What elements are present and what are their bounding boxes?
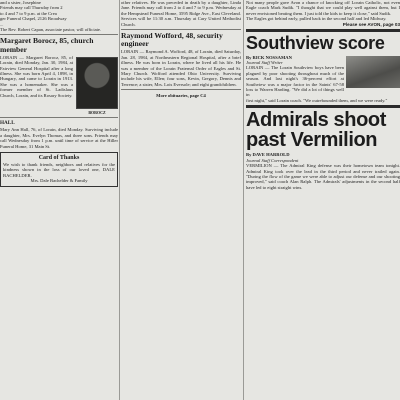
obituary-headline-borocz: Margaret Borocz, 85, church member <box>0 36 94 54</box>
byline-title-southview: Journal Staff Writer <box>246 60 283 66</box>
middle-column <box>121 0 241 400</box>
top-line-1: and a sister, Josephine <box>0 0 41 5</box>
story-admirals: VERMILION — The Admiral King defense was their hometown team tonight. Admiral King took over the lead in the third period and never trailed again. "During the flow of the game we were able to adjust our defense and our shooting improved," said coach Alan Ralph. The Admirals' adjustments in the second half have led to eight straight wins. <box>246 163 400 190</box>
headline-admirals: Admirals shoot past Vermilion <box>246 109 386 152</box>
top-body: other relatives. He was preceded in death by a daughter, Linda Jane. Friends may call from 2 to 4 and 7 to 9 p.m. Wednesday at the Hempstead Funeral Home, 3595 Ridge Ave., East Cleveland. Services will be 11:30 a.m. Thursday at Cary United Methodist Church. <box>121 0 241 27</box>
photo-caption-southview: first night," said Lorain coach. "We outrebounded them, and we were ready." <box>246 97 388 103</box>
column-rule <box>243 0 244 400</box>
obituary-body-borocz: LORAIN — Margaret Borocz, 85, of Lorain, died Monday, Jan. 30, 1984, at Fairview General Hospital after a long illness. She was born April 4, 1898, in Hungary, and came to Lorain in 1913. She was a homemaker. She was a former member of St. Ladislaus Church, Lorain, and its Rosary Society. <box>0 54 73 98</box>
more-obituaries-link[interactable]: More obituaries, page C4 <box>156 93 206 99</box>
card-signature: Mrs. Dale Bachelder & Family <box>30 178 88 184</box>
photo-caption: BOROCZ <box>88 109 106 115</box>
sports-photo <box>346 56 400 88</box>
obituary-headline-wofford: Raymond Wofford, 48, security engineer <box>121 31 223 49</box>
right-column <box>246 0 400 400</box>
divider <box>246 29 400 32</box>
divider <box>121 29 241 30</box>
divider <box>0 117 118 118</box>
byline-title-admirals: Journal Staff Correspondent <box>246 157 299 163</box>
sports-top-body-2: The Eagles got behind early, pulled back in the second half and led Midway. <box>246 16 387 22</box>
divider <box>246 105 400 108</box>
byline-admirals: By DAVE HARROLD <box>246 152 290 158</box>
top-line-5: ... <box>0 21 4 27</box>
obituary-headline-hall: HALL <box>0 120 15 127</box>
byline-southview: By RICK NOSSAMAN <box>246 54 292 60</box>
card-of-thanks <box>0 152 118 187</box>
story-southview: LORAIN — The Lorain Southview boys have been plagued by poor shooting throughout much of the season. And last night's 36-percent effort at Southview was a major factor in the Saints' 67-58 loss to Warren Harding. "We did a lot of things well in <box>246 65 344 98</box>
obituary-body-hall: Mary Ann Hall, 76, of Lorain, died Monday. Surviving include a daughter, Mrs. Evelyn Thomas, and three sons. Friends may call Wednesday from 1 p.m. until time of service at the Hiller Funeral Home, 31 Main St. <box>0 127 118 149</box>
jump-line: Please see AVON, page 03 <box>342 21 400 27</box>
top-line-2: Friends may call Thursday from 2 <box>0 5 63 11</box>
portrait-photo <box>76 57 118 109</box>
headline-southview: Southview score <box>246 32 385 53</box>
divider <box>121 89 241 90</box>
divider <box>0 34 118 35</box>
card-title: Card of Thanks <box>38 155 80 162</box>
card-body: We wish to thank friends, neighbors and relatives for the kindness shown in the loss of our loved one, DALE BACHELDER. <box>3 162 115 178</box>
obituary-body-wofford: LORAIN — Raymond A. Wofford, 48, of Lorain, died Saturday, Jan. 28, 1984, at Northeastern Regional Hospital, after a brief illness. He was born in Lorain, where he lived all his life. He was a member of the Lorain Fraternal Order of Eagles and St. Mary Church. Wofford attended Ohio University. Surviving include his wife, Ellen; four sons, Kevin, Gregory, Dennis and Terrence; a sister, Mrs. Lois Eversole; and eight grandchildren. <box>121 49 241 87</box>
column-rule <box>119 0 120 400</box>
top-line-3: to 4 and 7 to 9 p.m. at the Crea <box>0 10 57 16</box>
top-line-4: ger Funeral Chapel, 2126 Broadway <box>0 16 67 22</box>
sports-top-body: Not many people gave Avon a chance of knocking off Lorain Catholic, not even Eagle coach Mark Sudik. "I thought that we could play well against them, but I never envisioned beating them. I just told the kids to keep it close," said Sudik. <box>246 0 400 16</box>
left-column <box>0 0 118 400</box>
top-line-6: The Rev. Robert Capan, associate pastor, will officiate. <box>0 27 102 33</box>
